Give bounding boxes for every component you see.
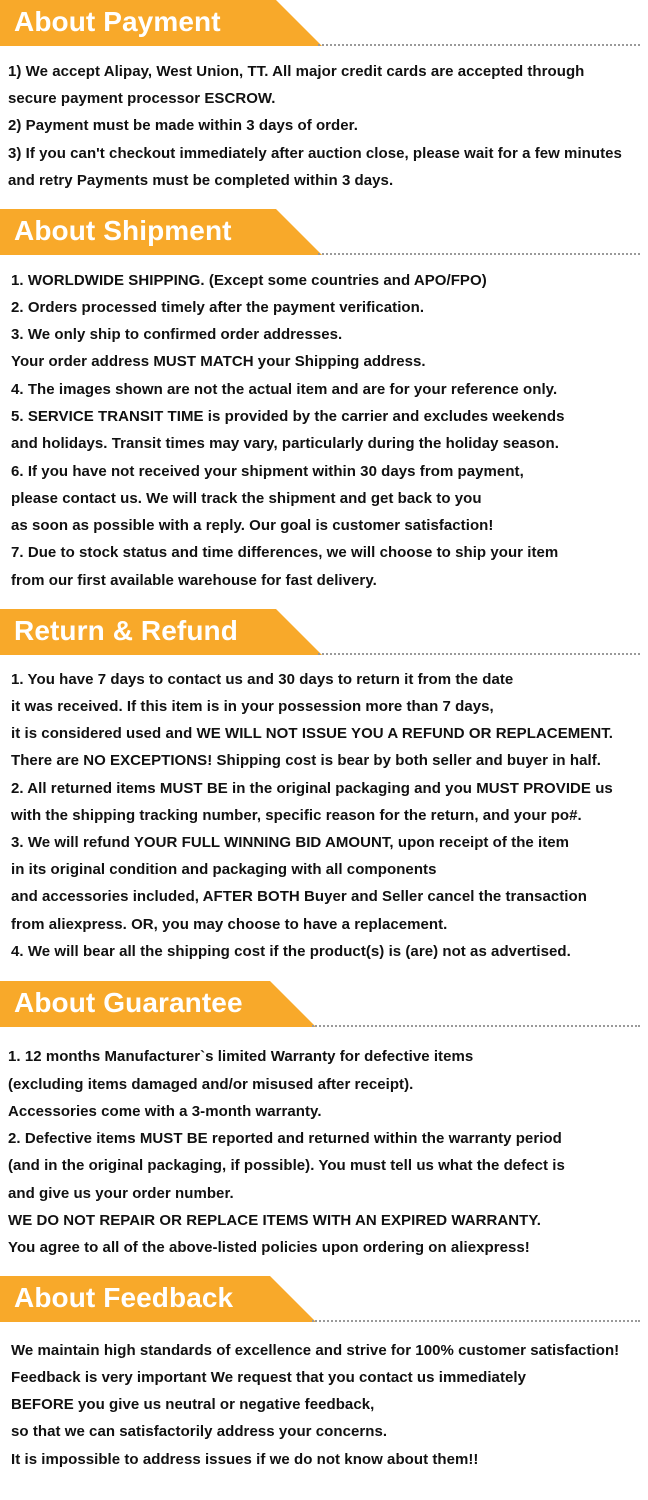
dotted-divider (318, 253, 640, 255)
refund-line: 4. We will bear all the shipping cost if the product(s) is (are) not as advertised. (11, 943, 571, 960)
feedback-line: Feedback is very important We request that you contact us immediately (11, 1369, 526, 1386)
refund-line: it was received. If this item is in your possession more than 7 days, (11, 698, 494, 715)
payment-line: 3) If you can't checkout immediately after auction close, please wait for a few minutes (8, 145, 622, 162)
refund-line: 3. We will refund YOUR FULL WINNING BID AMOUNT, upon receipt of the item (11, 834, 570, 851)
shipment-line: 1. WORLDWIDE SHIPPING. (Except some countries and APO/FPO) (11, 272, 487, 289)
section-about-feedback (0, 1276, 648, 1322)
section-about-guarantee (0, 981, 648, 1027)
shipment-line: and holidays. Transit times may vary, particularly during the holiday season. (11, 435, 559, 452)
section-banner (0, 981, 648, 1027)
refund-line: from aliexpress. OR, you may choose to have a replacement. (11, 916, 448, 933)
refund-line: 2. All returned items MUST BE in the original packaging and you MUST PROVIDE us (11, 780, 613, 797)
section-return-refund (0, 609, 648, 655)
feedback-line: so that we can satisfactorily address your concerns. (11, 1423, 388, 1440)
feedback-line: It is impossible to address issues if we do not know about them!! (11, 1451, 479, 1468)
payment-line: 2) Payment must be made within 3 days of order. (8, 117, 358, 134)
dotted-divider (318, 44, 640, 46)
guarantee-line: (and in the original packaging, if possible). You must tell us what the defect is (8, 1157, 565, 1174)
dotted-divider (312, 1320, 640, 1322)
guarantee-line: You agree to all of the above-listed policies upon ordering on aliexpress! (8, 1239, 530, 1256)
guarantee-line: 2. Defective items MUST BE reported and returned within the warranty period (8, 1130, 562, 1147)
refund-line: and accessories included, AFTER BOTH Buyer and Seller cancel the transaction (11, 888, 587, 905)
section-about-payment (0, 0, 648, 46)
refund-line: it is considered used and WE WILL NOT ISSUE YOU A REFUND OR REPLACEMENT. (11, 725, 613, 742)
guarantee-line: WE DO NOT REPAIR OR REPLACE ITEMS WITH AN EXPIRED WARRANTY. (8, 1212, 541, 1229)
section-title: About Shipment (14, 215, 232, 246)
section-banner (0, 209, 648, 255)
refund-line: in its original condition and packaging with all components (11, 861, 437, 878)
guarantee-line: Accessories come with a 3-month warranty. (8, 1103, 322, 1120)
dotted-divider (318, 653, 640, 655)
guarantee-line: 1. 12 months Manufacturer`s limited Warranty for defective items (8, 1048, 474, 1065)
guarantee-line: and give us your order number. (8, 1185, 234, 1202)
section-banner (0, 0, 648, 46)
feedback-line: We maintain high standards of excellence and strive for 100% customer satisfaction! (11, 1342, 620, 1359)
shipment-line: 6. If you have not received your shipment within 30 days from payment, (11, 463, 524, 480)
shipment-line: from our first available warehouse for fast delivery. (11, 572, 377, 589)
payment-line: secure payment processor ESCROW. (8, 90, 276, 107)
section-banner (0, 1276, 648, 1322)
section-banner (0, 609, 648, 655)
shipment-line: 3. We only ship to confirmed order addresses. (11, 326, 343, 343)
section-title: About Guarantee (14, 987, 243, 1018)
refund-line: with the shipping tracking number, specific reason for the return, and your po#. (11, 807, 582, 824)
guarantee-line: (excluding items damaged and/or misused after receipt). (8, 1076, 414, 1093)
payment-line: and retry Payments must be completed within 3 days. (8, 172, 394, 189)
refund-line: There are NO EXCEPTIONS! Shipping cost is bear by both seller and buyer in half. (11, 752, 601, 769)
section-title: About Feedback (14, 1282, 234, 1313)
payment-line: 1) We accept Alipay, West Union, TT. All major credit cards are accepted through (8, 63, 585, 80)
section-about-shipment (0, 209, 648, 255)
refund-line: 1. You have 7 days to contact us and 30 days to return it from the date (11, 671, 514, 688)
shipment-line: Your order address MUST MATCH your Shipping address. (11, 353, 426, 370)
shipment-line: 7. Due to stock status and time differences, we will choose to ship your item (11, 544, 559, 561)
shipment-line: 4. The images shown are not the actual item and are for your reference only. (11, 381, 558, 398)
feedback-line: BEFORE you give us neutral or negative feedback, (11, 1396, 375, 1413)
section-title: About Payment (14, 6, 221, 37)
dotted-divider (312, 1025, 640, 1027)
section-title: Return & Refund (14, 615, 238, 646)
shipment-line: 5. SERVICE TRANSIT TIME is provided by the carrier and excludes weekends (11, 408, 565, 425)
shipment-line: as soon as possible with a reply. Our goal is customer satisfaction! (11, 517, 494, 534)
shipment-line: please contact us. We will track the shipment and get back to you (11, 490, 482, 507)
shipment-line: 2. Orders processed timely after the payment verification. (11, 299, 425, 316)
